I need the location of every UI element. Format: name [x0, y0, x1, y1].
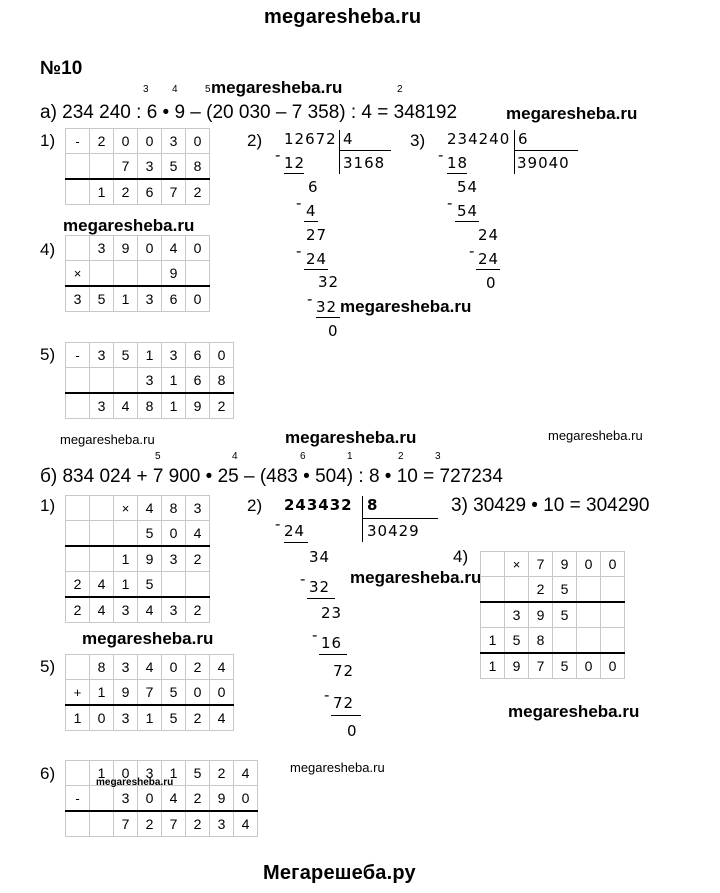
digit: 3: [162, 129, 186, 154]
division-line: 16: [321, 634, 343, 652]
quotient: 3168: [343, 154, 386, 172]
division-line: 72: [333, 694, 355, 712]
inline-watermark: megaresheba.ru: [350, 568, 482, 587]
inline-watermark: megaresheba.ru: [290, 760, 385, 775]
inline-watermark: megaresheba.ru: [60, 432, 155, 447]
quotient: 30429: [367, 522, 420, 540]
division-line: 32: [318, 273, 340, 291]
digit: 5: [138, 572, 162, 598]
digit: 7: [162, 179, 186, 205]
dividend: 234240: [447, 130, 511, 148]
digit: 0: [162, 655, 186, 680]
order-mark: 2: [398, 451, 404, 462]
order-mark: 4: [232, 451, 238, 462]
digit: 3: [186, 496, 210, 521]
divisor: 6: [518, 130, 529, 148]
step3-expression: 3) 30429 • 10 = 304290: [451, 495, 650, 516]
digit: 2: [210, 393, 234, 419]
digit: 2: [186, 655, 210, 680]
digit: 3: [138, 368, 162, 394]
digit: 5: [90, 286, 114, 312]
division-line: 72: [333, 662, 355, 680]
digit: 3: [138, 286, 162, 312]
digit: 1: [138, 705, 162, 731]
digit: 7: [114, 154, 138, 180]
minus-sign: -: [66, 129, 90, 154]
division-line: 6: [308, 178, 319, 196]
digit: 9: [114, 680, 138, 706]
digit: 1: [162, 761, 186, 786]
step-label: 6): [40, 764, 56, 783]
step-label: 4): [453, 547, 469, 566]
division-line: 32: [316, 298, 338, 316]
digit: 3: [162, 546, 186, 572]
divisor: 4: [343, 130, 354, 148]
digit: 4: [162, 236, 186, 261]
digit: 7: [529, 653, 553, 679]
inline-watermark: megaresheba.ru: [340, 297, 472, 316]
order-mark: 3: [435, 451, 441, 462]
division-line: 4: [306, 202, 317, 220]
digit: 4: [138, 597, 162, 623]
footer-watermark: Мегарешеба.ру: [263, 862, 416, 884]
digit: 7: [529, 552, 553, 577]
digit: 8: [138, 393, 162, 419]
minus-sign: -: [66, 786, 90, 812]
order-mark: 2: [397, 84, 403, 95]
digit: 2: [186, 179, 210, 205]
division-line: 12: [284, 154, 306, 172]
division-line: 54: [457, 202, 479, 220]
digit: 3: [162, 597, 186, 623]
digit: 2: [90, 129, 114, 154]
digit: 7: [162, 811, 186, 837]
inline-watermark: megaresheba.ru: [285, 428, 417, 447]
digit: 5: [553, 653, 577, 679]
step-label: 2): [247, 131, 263, 150]
division-line: 18: [447, 154, 469, 172]
digit: 0: [577, 653, 601, 679]
digit: 1: [90, 680, 114, 706]
digit: 6: [186, 368, 210, 394]
digit: 5: [553, 577, 577, 603]
plus-sign: +: [66, 680, 90, 706]
digit: 3: [162, 343, 186, 368]
order-mark: 5: [205, 84, 211, 95]
division-line: 27: [306, 226, 328, 244]
digit: 4: [210, 655, 234, 680]
digit: 2: [186, 705, 210, 731]
digit: 3: [114, 705, 138, 731]
digit: 6: [186, 343, 210, 368]
digit: 0: [577, 552, 601, 577]
digit: 0: [601, 552, 625, 577]
digit: 5: [186, 761, 210, 786]
subtraction-grid-a1: [65, 128, 210, 205]
step-label: 1): [40, 496, 56, 515]
order-mark: 1: [347, 451, 353, 462]
digit: 7: [138, 680, 162, 706]
digit: 1: [90, 179, 114, 205]
digit: 4: [90, 597, 114, 623]
digit: 9: [210, 786, 234, 812]
digit: 4: [234, 761, 258, 786]
times-sign: ×: [66, 261, 90, 287]
inline-watermark: megaresheba.ru: [508, 702, 640, 721]
step-label: 4): [40, 240, 56, 259]
digit: 2: [210, 761, 234, 786]
digit: 4: [90, 572, 114, 598]
multiplication-grid-a4: [65, 235, 210, 312]
order-mark: 3: [143, 84, 149, 95]
digit: 4: [138, 496, 162, 521]
digit: 2: [138, 811, 162, 837]
digit: 0: [186, 236, 210, 261]
multiplication-grid-b1: [65, 495, 210, 623]
subtraction-grid-a5: [65, 342, 234, 419]
digit: 0: [186, 680, 210, 706]
digit: 4: [138, 655, 162, 680]
digit: 0: [210, 680, 234, 706]
digit: 1: [162, 368, 186, 394]
digit: 7: [114, 811, 138, 837]
order-mark: 6: [300, 451, 306, 462]
digit: 0: [162, 521, 186, 547]
digit: 3: [505, 602, 529, 628]
digit: 8: [210, 368, 234, 394]
digit: 0: [234, 786, 258, 812]
problem-number: №10: [40, 58, 83, 79]
division-line: 54: [457, 178, 479, 196]
order-mark: 5: [155, 451, 161, 462]
digit: 3: [66, 286, 90, 312]
digit: 0: [90, 705, 114, 731]
inline-watermark: megaresheba.ru: [548, 428, 643, 443]
subtraction-grid-b6: [65, 760, 258, 837]
division-line: 24: [478, 226, 500, 244]
digit: 1: [481, 653, 505, 679]
digit: 5: [505, 628, 529, 654]
digit: 8: [529, 628, 553, 654]
multiplication-grid-b4: [480, 551, 625, 679]
division-line: 0: [347, 722, 358, 740]
digit: 0: [601, 653, 625, 679]
digit: 9: [553, 552, 577, 577]
digit: 6: [162, 286, 186, 312]
digit: 9: [529, 602, 553, 628]
digit: 1: [162, 393, 186, 419]
inline-watermark: megaresheba.ru: [82, 629, 214, 648]
division-line: 0: [486, 274, 497, 292]
digit: 3: [114, 597, 138, 623]
step-label: 5): [40, 657, 56, 676]
digit: 0: [138, 786, 162, 812]
division-line: 23: [321, 604, 343, 622]
digit: 0: [186, 286, 210, 312]
digit: 0: [210, 343, 234, 368]
digit: 4: [114, 393, 138, 419]
digit: 3: [114, 655, 138, 680]
digit: 2: [114, 179, 138, 205]
step-label: 5): [40, 345, 56, 364]
digit: 5: [114, 343, 138, 368]
digit: 0: [114, 129, 138, 154]
inline-watermark: megaresheba.ru: [506, 104, 638, 123]
step-label: 3): [410, 131, 426, 150]
digit: 5: [553, 602, 577, 628]
digit: 2: [186, 786, 210, 812]
digit: 1: [481, 628, 505, 654]
digit: 3: [138, 154, 162, 180]
digit: 2: [66, 572, 90, 598]
digit: 5: [162, 154, 186, 180]
digit: 0: [138, 129, 162, 154]
quotient: 39040: [517, 154, 570, 172]
minus-sign: -: [66, 343, 90, 368]
digit: 5: [162, 705, 186, 731]
digit: 4: [234, 811, 258, 837]
digit: 4: [210, 705, 234, 731]
division-line: 0: [328, 322, 339, 340]
digit: 2: [186, 597, 210, 623]
header-watermark: megaresheba.ru: [264, 6, 422, 28]
digit: 9: [138, 546, 162, 572]
times-sign: ×: [114, 496, 138, 521]
digit: 5: [162, 680, 186, 706]
digit: 2: [529, 577, 553, 603]
digit: 8: [90, 655, 114, 680]
digit: 3: [90, 393, 114, 419]
inline-watermark: megaresheba.ru: [96, 777, 174, 788]
division-line: 24: [306, 250, 328, 268]
digit: 9: [186, 393, 210, 419]
digit: 1: [90, 761, 114, 786]
digit: 0: [138, 236, 162, 261]
times-sign: ×: [505, 552, 529, 577]
dividend: 12672: [284, 130, 337, 148]
division-line: 32: [309, 578, 331, 596]
digit: 5: [138, 521, 162, 547]
digit: 9: [114, 236, 138, 261]
expression-b: б) 834 024 + 7 900 • 25 – (483 • 504) : 8 • 10 = 727234: [40, 466, 503, 487]
digit: 0: [186, 129, 210, 154]
digit: 8: [186, 154, 210, 180]
digit: 2: [66, 597, 90, 623]
digit: 9: [505, 653, 529, 679]
order-mark: 4: [172, 84, 178, 95]
digit: 2: [186, 546, 210, 572]
digit: 4: [162, 786, 186, 812]
digit: 1: [138, 343, 162, 368]
division-line: 24: [284, 522, 306, 540]
division-line: 34: [309, 548, 331, 566]
digit: 3: [114, 786, 138, 812]
digit: 3: [90, 343, 114, 368]
division-line: 24: [478, 250, 500, 268]
digit: 3: [210, 811, 234, 837]
digit: 9: [162, 261, 186, 287]
digit: 1: [66, 705, 90, 731]
digit: 8: [162, 496, 186, 521]
step-label: 1): [40, 131, 56, 150]
dividend: 243432: [284, 496, 353, 514]
digit: 4: [186, 521, 210, 547]
inline-watermark: megaresheba.ru: [211, 78, 343, 97]
digit: 3: [138, 761, 162, 786]
digit: 6: [138, 179, 162, 205]
digit: 1: [114, 572, 138, 598]
digit: 1: [114, 546, 138, 572]
digit: 1: [114, 286, 138, 312]
digit: 0: [114, 761, 138, 786]
expression-a: а) 234 240 : 6 • 9 – (20 030 – 7 358) : 4 = 348192: [40, 102, 458, 123]
step-label: 2): [247, 496, 263, 515]
digit: 2: [186, 811, 210, 837]
digit: 3: [90, 236, 114, 261]
addition-grid-b5: [65, 654, 234, 731]
divisor: 8: [367, 496, 379, 514]
inline-watermark: megaresheba.ru: [63, 216, 195, 235]
